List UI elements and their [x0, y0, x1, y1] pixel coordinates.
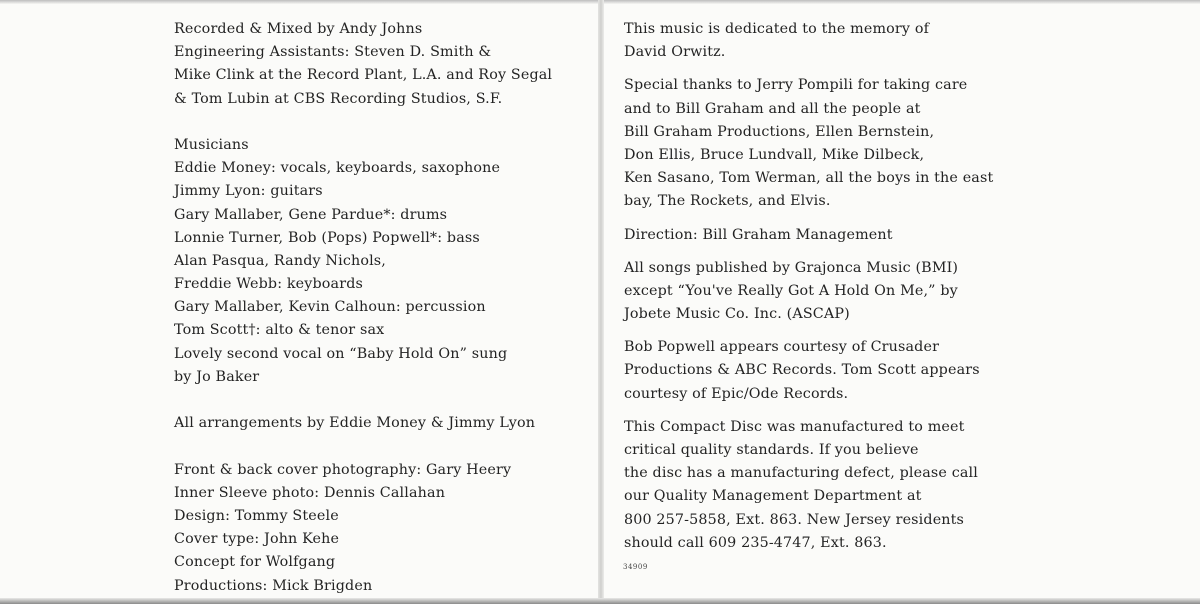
courtesy-notice: [624, 336, 1044, 406]
credit-line: & Tom Lubin at CBS Recording Studios, S.F.: [174, 90, 503, 107]
quality-line: This Compact Disc was manufactured to meet: [624, 418, 965, 435]
musician-line: Eddie Money: vocals, keyboards, saxophone: [174, 160, 501, 177]
thanks-line: Bill Graham Productions, Ellen Bernstein,: [624, 123, 935, 140]
publishing-line: All songs published by Grajonca Music (BMI): [624, 259, 959, 276]
bottom-edge-shadow: [0, 598, 1200, 604]
courtesy-line: Bob Popwell appears courtesy of Crusader: [624, 339, 940, 356]
quality-line: critical quality standards. If you believe: [624, 442, 919, 458]
direction-credit: Direction: Bill Graham Management: [624, 226, 893, 243]
musician-line: by Jo Baker: [174, 368, 260, 385]
design-credit-line: Productions: Mick Brigden: [174, 577, 373, 594]
thanks-line: Don Ellis, Bruce Lundvall, Mike Dilbeck,: [624, 146, 925, 163]
arrangements-credit: All arrangements by Eddie Money & Jimmy Lyon: [174, 415, 536, 432]
center-fold: [598, 0, 604, 604]
publishing-notice: [624, 257, 1044, 327]
recording-credits: [174, 18, 584, 111]
thanks-line: Ken Sasano, Tom Werman, all the boys in the east: [624, 170, 994, 187]
quality-line: 800 257-5858, Ext. 863. New Jersey residents: [624, 511, 965, 528]
courtesy-line: courtesy of Epic/Ode Records.: [624, 385, 849, 402]
dedication: [624, 18, 1044, 64]
right-page: [624, 18, 1044, 555]
credit-line: Engineering Assistants: Steven D. Smith &: [174, 44, 492, 61]
design-credit-line: Inner Sleeve photo: Dennis Callahan: [174, 484, 446, 501]
design-credit-line: Cover type: John Kehe: [174, 531, 340, 548]
thanks-line: bay, The Rockets, and Elvis.: [624, 193, 831, 210]
catalog-number: 34909: [623, 563, 648, 571]
design-credit-line: Concept for Wolfgang: [174, 554, 336, 571]
musician-line: Alan Pasqua, Randy Nichols,: [174, 252, 386, 269]
credit-line: Recorded & Mixed by Andy Johns: [174, 21, 423, 37]
thanks-line: and to Bill Graham and all the people at: [624, 100, 921, 117]
quality-line: should call 609 235-4747, Ext. 863.: [624, 534, 887, 551]
musician-line: Lovely second vocal on “Baby Hold On” sung: [174, 345, 508, 362]
design-credit-line: Front & back cover photography: Gary Heery: [174, 461, 512, 478]
musicians-section: [174, 134, 584, 389]
dedication-line: This music is dedicated to the memory of: [624, 21, 930, 37]
publishing-line: Jobete Music Co. Inc. (ASCAP): [624, 306, 850, 323]
publishing-line: except “You've Really Got A Hold On Me,” by: [624, 282, 958, 299]
musician-line: Jimmy Lyon: guitars: [174, 183, 323, 200]
left-page: [174, 18, 584, 598]
quality-line: the disc has a manufacturing defect, please call: [624, 465, 978, 482]
quality-notice: [624, 416, 1044, 555]
special-thanks: [624, 74, 1044, 213]
quality-line: our Quality Management Department at: [624, 488, 922, 505]
credit-line: Mike Clink at the Record Plant, L.A. and Roy Segal: [174, 67, 553, 84]
musicians-heading: Musicians: [174, 136, 249, 153]
musician-line: Tom Scott†: alto & tenor sax: [174, 322, 385, 339]
design-credit-line: Design: Tommy Steele: [174, 507, 339, 524]
courtesy-line: Productions & ABC Records. Tom Scott appears: [624, 362, 980, 379]
dedication-line: David Orwitz.: [624, 44, 726, 61]
musician-line: Gary Mallaber, Kevin Calhoun: percussion: [174, 299, 486, 316]
thanks-line: Special thanks to Jerry Pompili for taking care: [624, 77, 968, 94]
musician-line: Lonnie Turner, Bob (Pops) Popwell*: bass: [174, 229, 480, 246]
musician-line: Gary Mallaber, Gene Pardue*: drums: [174, 206, 448, 223]
musician-line: Freddie Webb: keyboards: [174, 276, 364, 293]
design-credits: [174, 459, 584, 598]
